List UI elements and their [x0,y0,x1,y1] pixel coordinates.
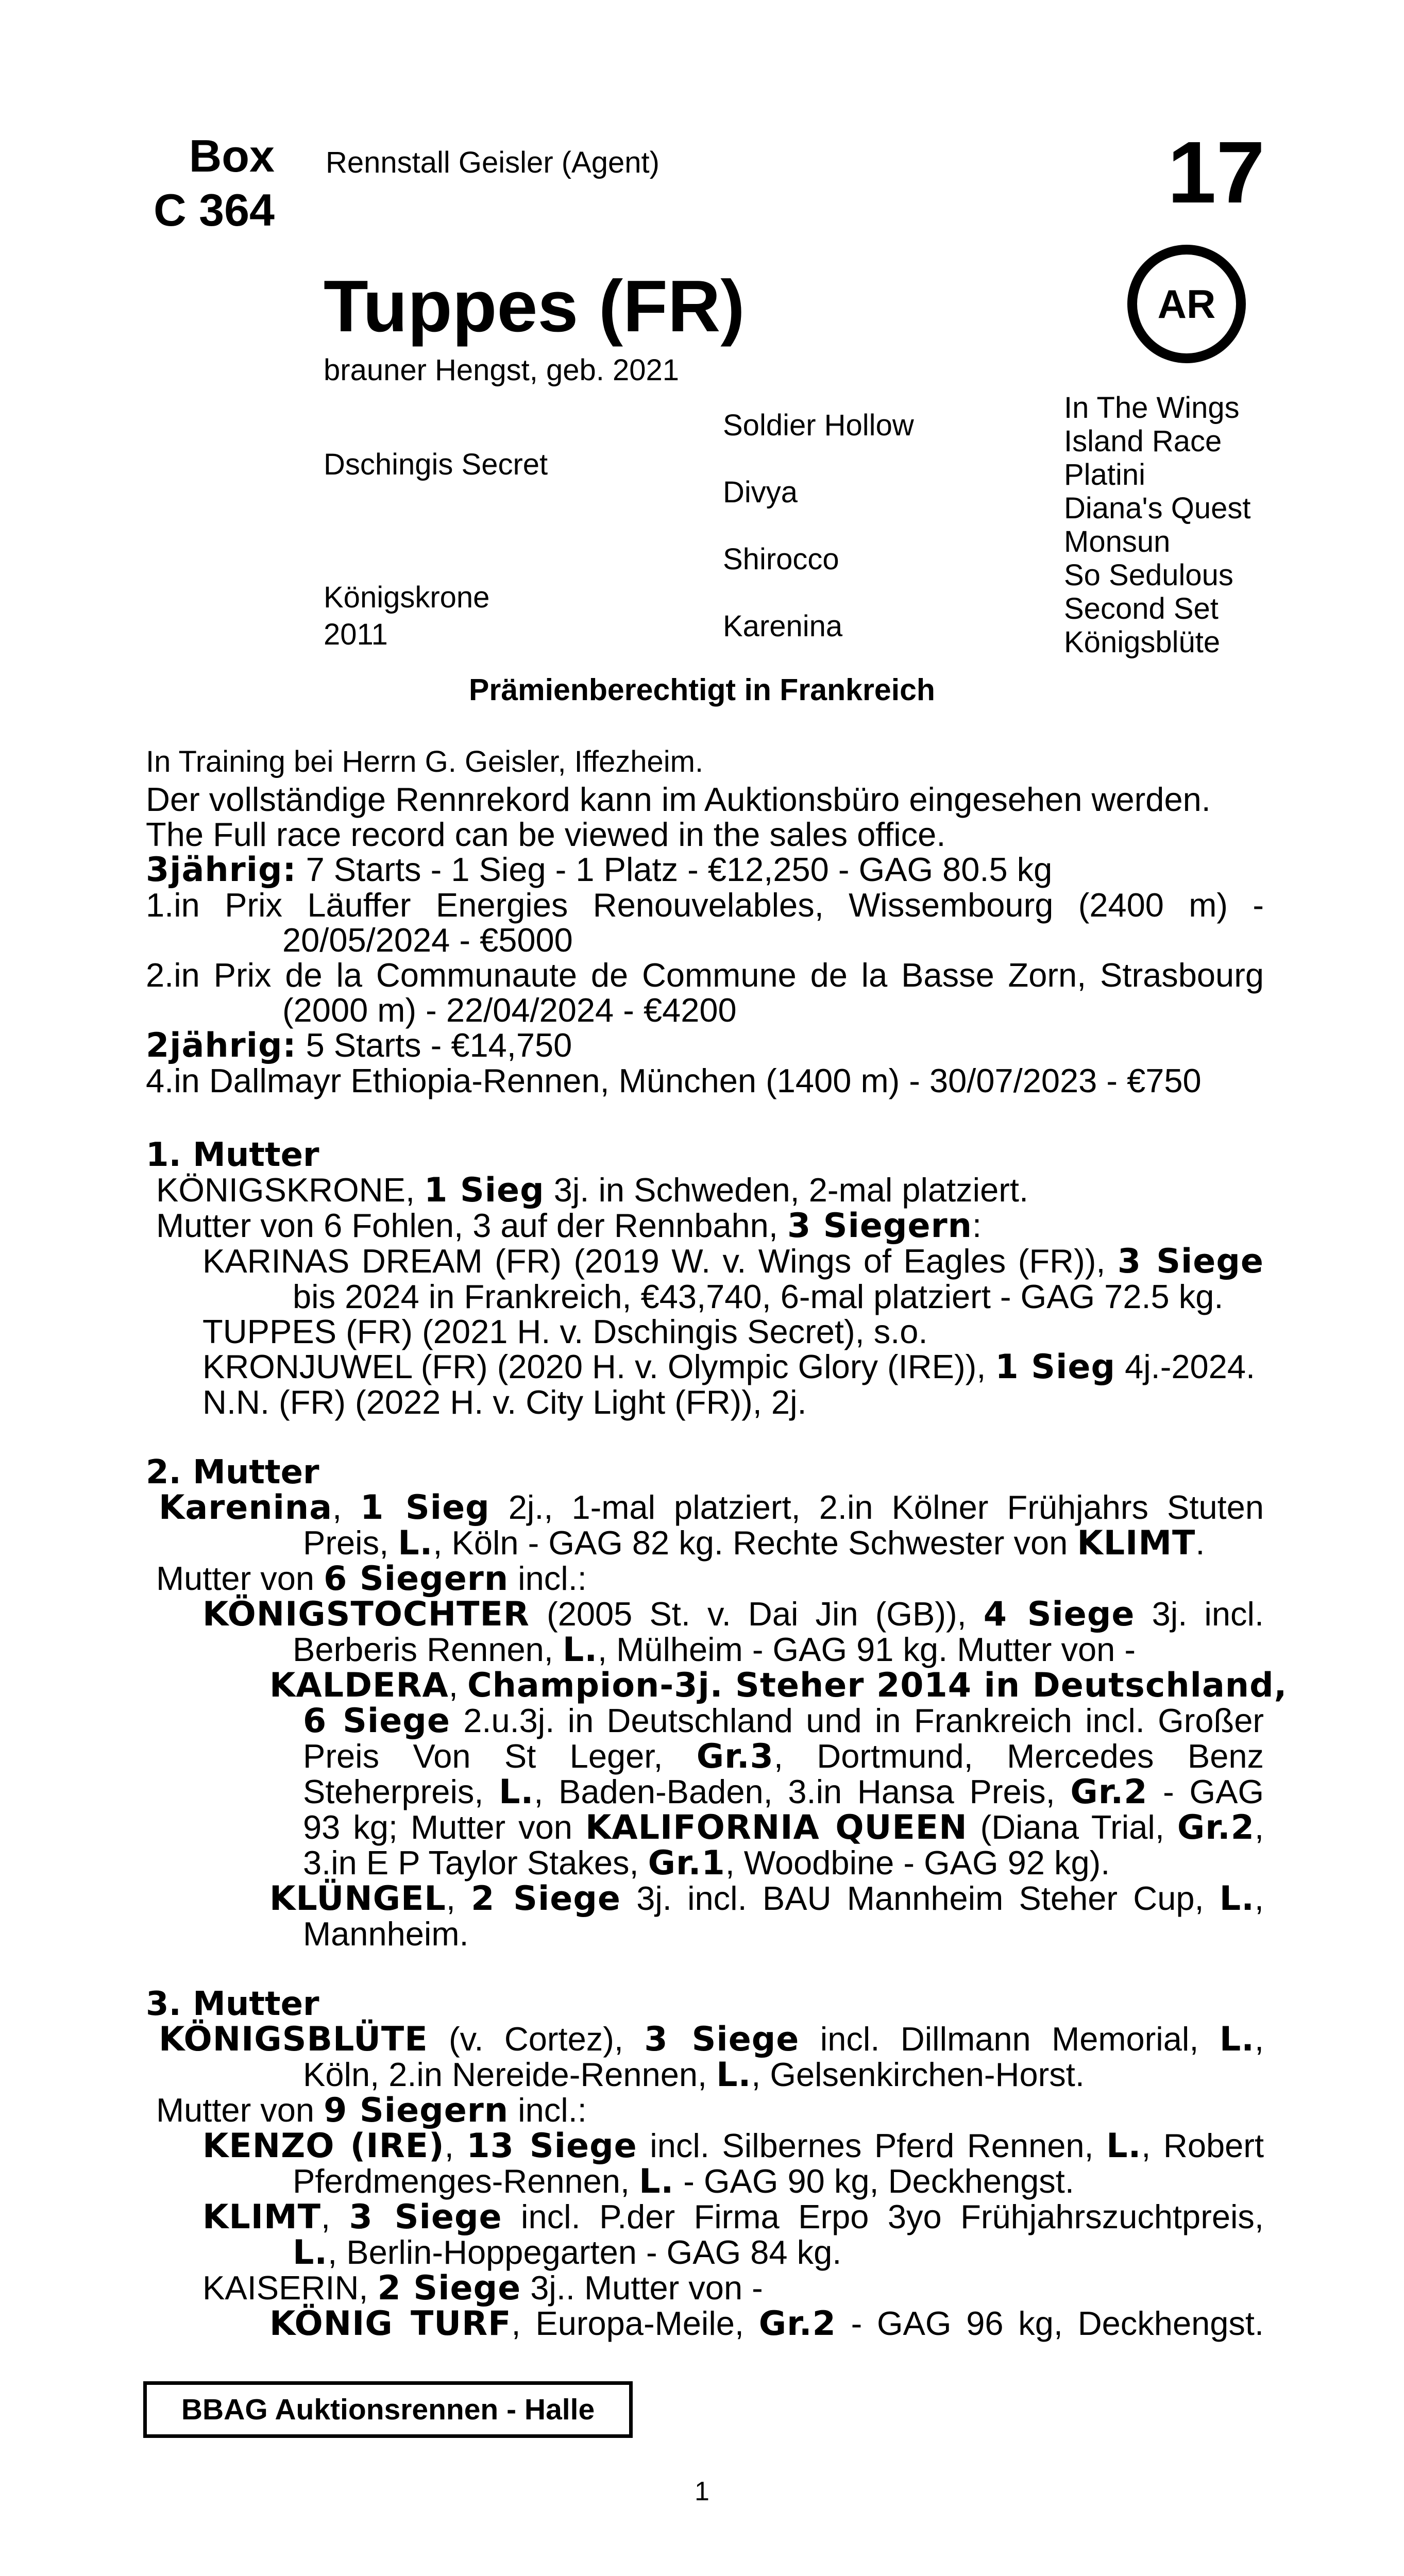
dam2-line: Preis Von St Leger, Gr.3, Dortmund, Mercedes Benz [303,1737,1264,1776]
pedigree-dam: Königskrone [324,581,490,614]
record-note-de: Der vollständige Rennrekord kann im Auktionsbüro eingesehen werden. [146,781,1211,818]
dam3-line: Mutter von 9 Siegern incl.: [156,2091,587,2130]
box-number: C 364 [154,184,275,235]
dam2-line: KALDERA, Champion-3j. Steher 2014 in Deutschland, [269,1666,1288,1705]
dam2-line: KÖNIGSTOCHTER (2005 St. v. Dai Jin (GB)), 4 Siege 3j. incl. [202,1595,1264,1634]
dam3-line: KÖNIG TURF, Europa-Meile, Gr.2 - GAG 96 kg, Deckhengst. [269,2304,1264,2343]
dam1-line: N.N. (FR) (2022 H. v. City Light (FR)), 2j. [202,1383,807,1421]
pedigree-gen3-2: Island Race [1064,425,1222,458]
pedigree-gen3-6: So Sedulous [1064,558,1233,592]
pedigree-gen3-3: Platini [1064,458,1145,492]
dam3-line: KLIMT, 3 Siege incl. P.der Firma Erpo 3yo Frühjahrszuchtpreis, [202,2198,1264,2236]
dam2-line: Mannheim. [303,1915,469,1953]
horse-name: Tuppes (FR) [324,265,745,347]
pedigree-sire-dam: Divya [723,476,798,509]
pedigree-gen3-8: Königsblüte [1064,625,1221,659]
dam1-line: TUPPES (FR) (2021 H. v. Dschingis Secret), s.o. [202,1313,928,1350]
dam-sections [146,1136,1288,2343]
dam1-line: KRONJUWEL (FR) (2020 H. v. Olympic Glory (IRE)), 1 Sieg 4j.-2024. [202,1348,1256,1386]
record-age3-race2-cont: (2000 m) - 22/04/2024 - €4200 [282,991,737,1029]
record-age2-summary: 2jährig: 5 Starts - €14,750 [146,1026,572,1065]
box-label [146,129,275,237]
race-record [146,782,1264,1098]
dam3-line: KÖNIGSBLÜTE (v. Cortez), 3 Siege incl. Dillmann Memorial, L., [159,2020,1264,2059]
auction-race-label: BBAG Auktionsrennen - Halle [181,2393,595,2426]
dam1-line: bis 2024 in Frankreich, €43,740, 6-mal platziert - GAG 72.5 kg. [293,1278,1224,1315]
lot-number: 17 [1167,124,1265,222]
dam2-line: 3.in E P Taylor Stakes, Gr.1, Woodbine - GAG 92 kg). [303,1844,1110,1883]
dam2-line: Berberis Rennen, L., Mülheim - GAG 91 kg. Mutter von - [293,1631,1136,1669]
record-note-en: The Full race record can be viewed in the sales office. [146,816,946,853]
dam3-line: KENZO (IRE), 13 Siege incl. Silbernes Pferd Rennen, L., Robert [202,2127,1264,2165]
dam3-line: Pferdmenges-Rennen, L. - GAG 90 kg, Deckhengst. [293,2162,1074,2201]
pedigree-gen3-7: Second Set [1064,592,1219,625]
dam1-line: KÖNIGSKRONE, 1 Sieg 3j. in Schweden, 2-mal platziert. [156,1171,1029,1210]
pedigree-gen3-5: Monsun [1064,525,1171,558]
dam3-line: KAISERIN, 2 Siege 3j.. Mutter von - [202,2269,763,2308]
record-age3-race1: 1.in Prix Läuffer Energies Renouvelables, Wissembourg (2400 m) - [146,886,1264,924]
dam2-title: 2. Mutter [146,1453,319,1492]
dam2-line: Mutter von 6 Siegern incl.: [156,1560,587,1598]
dam1-title: 1. Mutter [146,1136,319,1174]
page-number: 1 [695,2477,709,2506]
dam2-line: KLÜNGEL, 2 Siege 3j. incl. BAU Mannheim Steher Cup, L., [269,1879,1264,1918]
auction-race-box [143,2381,633,2438]
dam2-line: Karenina, 1 Sieg 2j., 1-mal platziert, 2.in Kölner Frühjahrs Stuten [159,1488,1264,1527]
age2-label: 2jährig: [146,1026,297,1065]
pedigree-dam-sire: Shirocco [723,543,839,576]
ar-badge [1127,245,1246,363]
dam3-title: 3. Mutter [146,1985,319,2023]
dam3-line: Köln, 2.in Nereide-Rennen, L., Gelsenkirchen-Horst. [303,2056,1085,2094]
record-age3-summary: 3jährig: 7 Starts - 1 Sieg - 1 Platz - €12,250 - GAG 80.5 kg [146,851,1053,889]
pedigree-gen3-4: Diana's Quest [1064,492,1251,525]
record-age3-race1-cont: 20/05/2024 - €5000 [282,921,573,959]
pedigree-dam-dam: Karenina [723,609,843,643]
horse-description: brauner Hengst, geb. 2021 [324,353,680,387]
training-note: In Training bei Herrn G. Geisler, Iffezheim. [146,745,704,778]
dam2-line: 6 Siege 2.u.3j. in Deutschland und in Frankreich incl. Großer [303,1702,1264,1740]
pedigree-sire-sire: Soldier Hollow [723,409,914,442]
prize-note: Prämienberechtigt in Frankreich [469,673,935,707]
dam2-line: Steherpreis, L., Baden-Baden, 3.in Hansa Preis, Gr.2 - GAG [303,1773,1264,1811]
pedigree-dam-year: 2011 [324,618,388,651]
ar-badge-text: AR [1157,281,1216,327]
consignor: Rennstall Geisler (Agent) [326,146,659,179]
record-age2-race1: 4.in Dallmayr Ethiopia-Rennen, München (1400 m) - 30/07/2023 - €750 [146,1062,1202,1099]
dam2-line: Preis, L., Köln - GAG 82 kg. Rechte Schwester von KLIMT. [303,1524,1205,1563]
pedigree-sire: Dschingis Secret [324,448,548,481]
dam3-line: L., Berlin-Hoppegarten - GAG 84 kg. [293,2233,842,2272]
age3-label: 3jährig: [146,851,297,889]
box-word: Box [189,130,275,181]
dam2-line: 93 kg; Mutter von KALIFORNIA QUEEN (Diana Trial, Gr.2, [303,1808,1264,1847]
dam1-line: KARINAS DREAM (FR) (2019 W. v. Wings of Eagles (FR)), 3 Siege [202,1242,1264,1281]
dam1-line: Mutter von 6 Fohlen, 3 auf der Rennbahn, 3 Siegern: [156,1207,982,1245]
record-age3-race2: 2.in Prix de la Communaute de Commune de la Basse Zorn, Strasbourg [146,956,1264,994]
pedigree-gen3-1: In The Wings [1064,391,1240,425]
